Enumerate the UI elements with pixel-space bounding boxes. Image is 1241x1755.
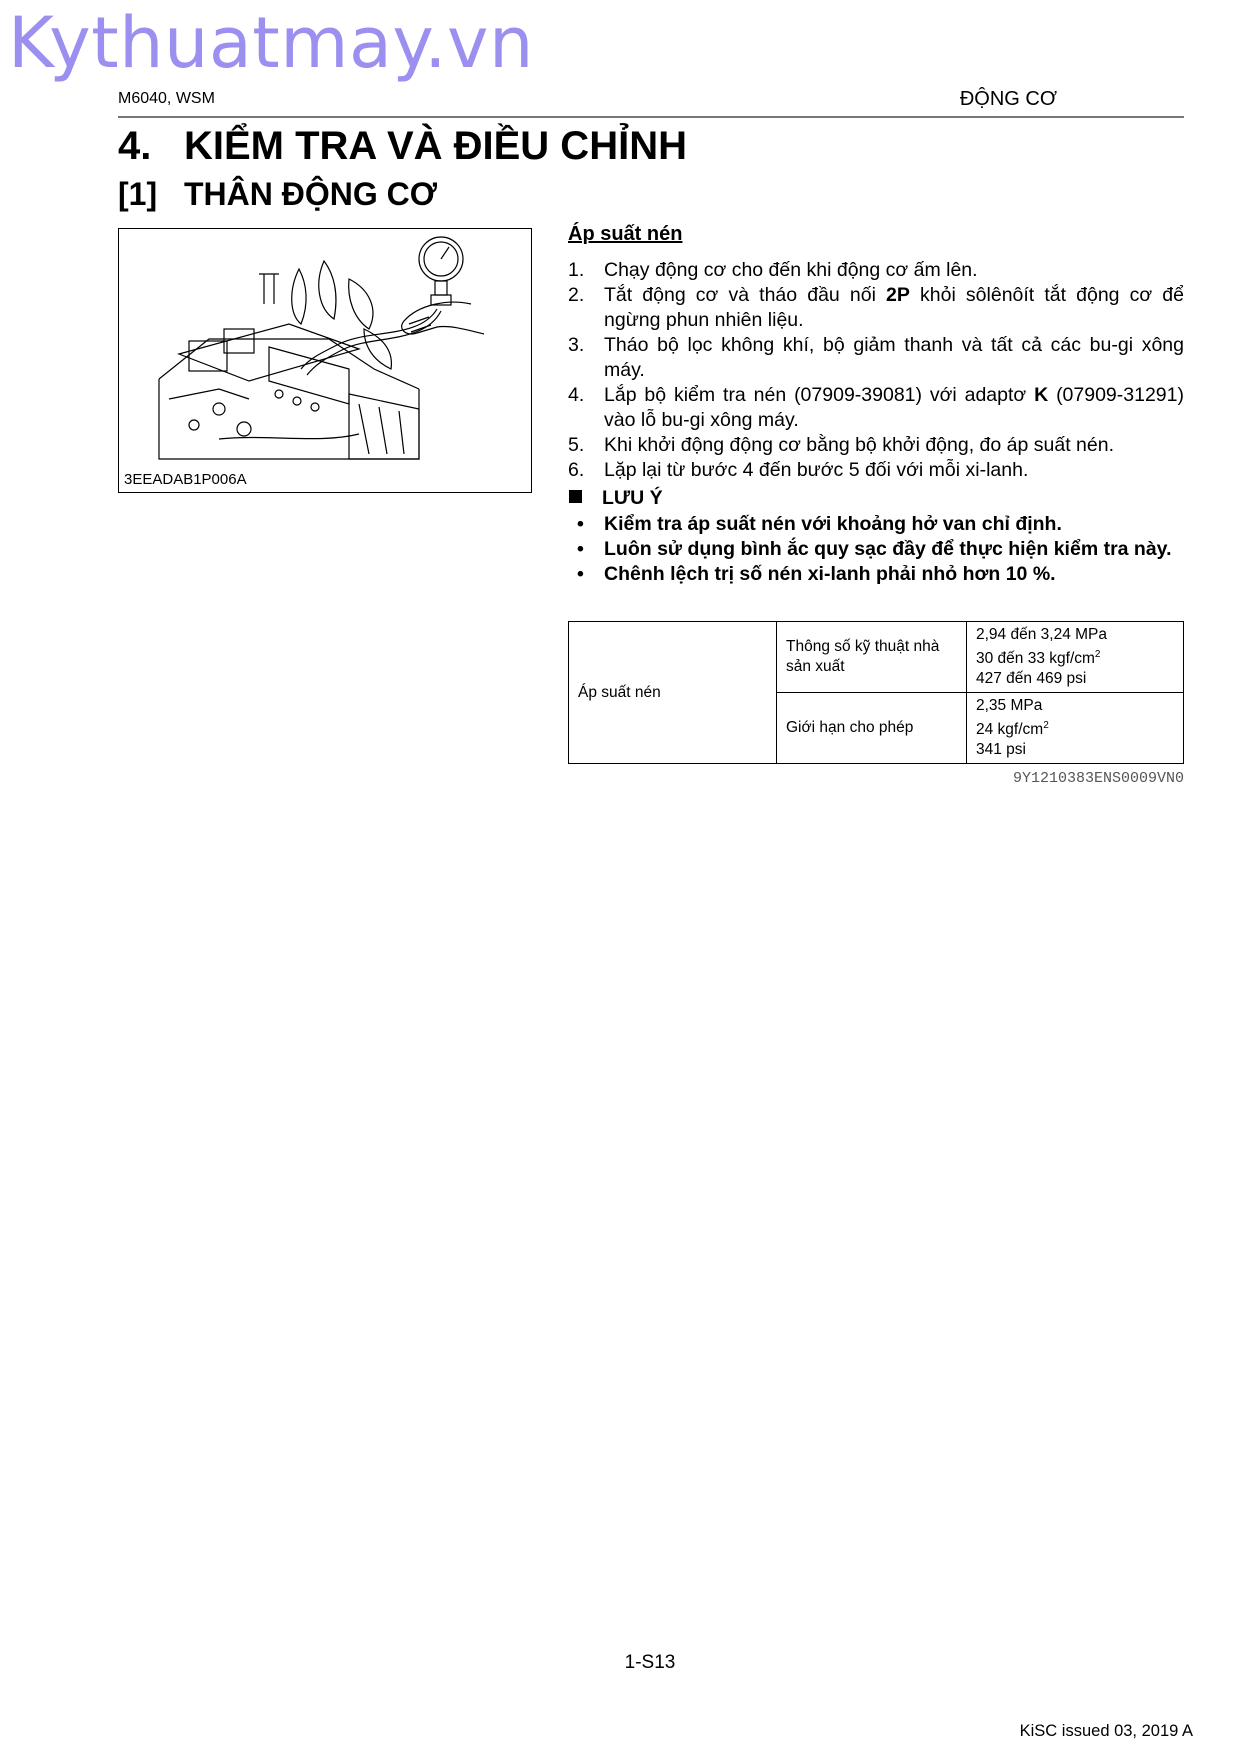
chapter-number: 4. bbox=[118, 124, 152, 168]
list-item: • Kiểm tra áp suất nén với khoảng hở van chỉ định. bbox=[577, 513, 1062, 535]
section-title: THÂN ĐỘNG CƠ bbox=[184, 176, 438, 212]
spec-label: Giới hạn cho phép bbox=[777, 693, 967, 764]
spec-label: Thông số kỹ thuật nhà sản xuất bbox=[777, 622, 967, 693]
spec-table bbox=[568, 621, 1184, 764]
list-item: • Chênh lệch trị số nén xi-lanh phải nhỏ hơn 10 %. bbox=[577, 563, 1056, 585]
chapter-title: KIỂM TRA VÀ ĐIỀU CHỈNH bbox=[184, 124, 687, 168]
spec-value: 2,35 MPa 24 kgf/$cm^2$ 341 psi bbox=[967, 693, 1184, 764]
square-bullet-icon bbox=[569, 490, 582, 503]
header-model: M6040, WSM bbox=[118, 90, 215, 107]
list-item: 4. Lắp bộ kiểm tra nén (07909-39081) với adaptơ K (07909-31291) vào lỗ bu-gi xông máy. bbox=[568, 384, 1184, 431]
procedure-steps bbox=[568, 258, 1184, 483]
table-row bbox=[569, 622, 1184, 693]
engine-compression-test-figure bbox=[118, 228, 532, 493]
header-section: ĐỘNG CƠ bbox=[959, 88, 1057, 110]
list-item: 6. Lặp lại từ bước 4 đến bước 5 đối với mỗi xi-lanh. bbox=[568, 459, 1029, 481]
list-item: 1. Chạy động cơ cho đến khi động cơ ấm lên. bbox=[568, 259, 978, 281]
header-rule bbox=[118, 116, 1184, 118]
procedure-title: Áp suất nén bbox=[568, 223, 683, 245]
figure-code: 3EEADAB1P006A bbox=[124, 471, 247, 488]
note-list bbox=[568, 512, 1184, 587]
section-number: [1] bbox=[118, 176, 158, 212]
list-item: 2. Tắt động cơ và tháo đầu nối 2P khỏi sôlênôít tắt động cơ để ngừng phun nhiên liệu. bbox=[568, 284, 1184, 331]
spec-item: Áp suất nén bbox=[569, 622, 777, 764]
reference-code: 9Y1210383ENS0009VN0 bbox=[1012, 770, 1184, 787]
chapter-heading bbox=[118, 124, 687, 169]
page-number: 1-S13 bbox=[624, 1652, 676, 1673]
note-heading: LƯU Ý bbox=[568, 487, 663, 510]
list-item: 5. Khi khởi động động cơ bằng bộ khởi động, đo áp suất nén. bbox=[568, 434, 1114, 456]
section-heading bbox=[118, 176, 437, 213]
engine-illustration bbox=[119, 229, 532, 493]
spec-value: 2,94 đến 3,24 MPa 30 đến 33 kgf/$cm^2$ 427 đến 469 psi bbox=[967, 622, 1184, 693]
watermark: Kythuatmay.vn bbox=[8, 2, 534, 84]
list-item: 3. Tháo bộ lọc không khí, bộ giảm thanh và tất cả các bu-gi xông máy. bbox=[568, 334, 1184, 381]
footer-issue: KiSC issued 03, 2019 A bbox=[1019, 1722, 1193, 1740]
list-item: • Luôn sử dụng bình ắc quy sạc đầy để thực hiện kiểm tra này. bbox=[577, 538, 1172, 560]
